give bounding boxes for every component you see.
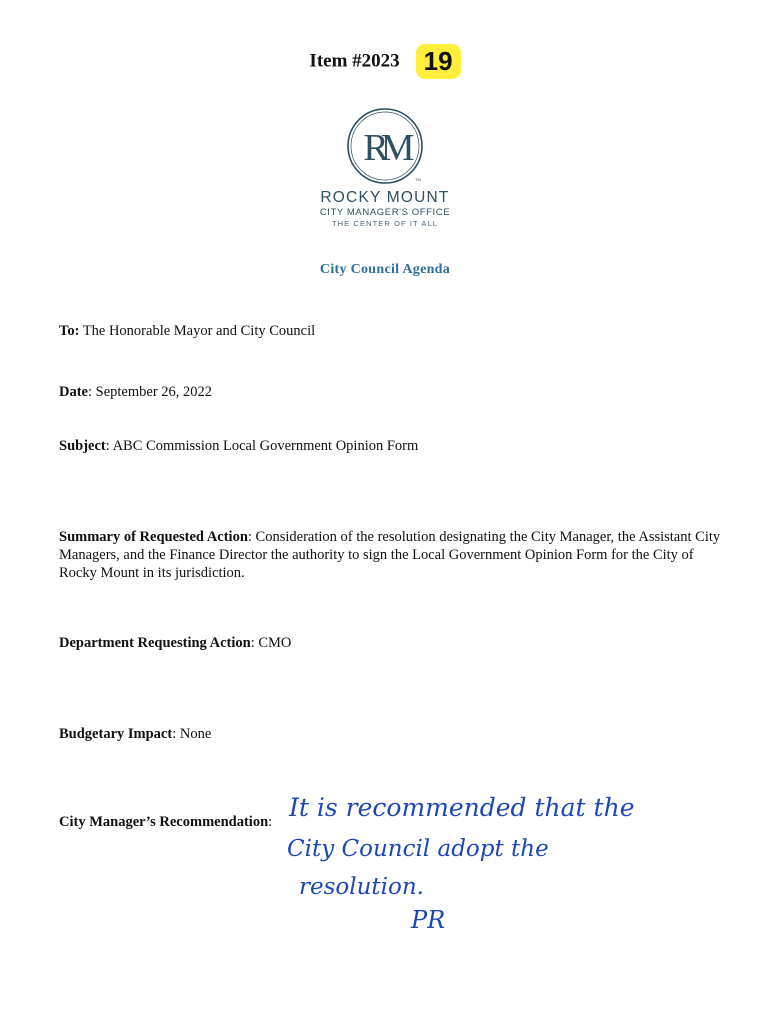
summary-label: Summary of Requested Action (59, 529, 248, 545)
agenda-title: City Council Agenda (319, 262, 451, 277)
handwritten-line: It is recommended that the (289, 793, 635, 822)
to-label: To: (59, 323, 80, 339)
summary-field (59, 528, 729, 582)
summary-value: : Consideration of the resolution designating the City Manager, the Assistant City Managers, and the Finance Director the authority to sign the Local Government Opinion Form for the City of Rocky Mount in its jurisdiction. (59, 529, 721, 581)
handwritten-initials: PR (411, 906, 446, 934)
logo-city-name: ROCKY MOUNT (320, 189, 450, 206)
to-field (59, 322, 315, 340)
recommendation-field (59, 813, 272, 831)
subject-field (59, 437, 418, 455)
handwritten-recommendation-note (283, 770, 643, 940)
budget-value: : None (172, 726, 212, 742)
budget-field (59, 725, 211, 743)
date-value: : September 26, 2022 (88, 384, 213, 400)
logo-office-name: CITY MANAGER'S OFFICE (319, 207, 451, 218)
department-label: Department Requesting Action (59, 635, 251, 651)
date-field (59, 383, 212, 401)
handwritten-line: City Council adopt the (287, 836, 549, 862)
subject-value: : ABC Commission Local Government Opinion Form (105, 438, 419, 454)
item-label: Item #2023 (309, 50, 400, 72)
date-label: Date (59, 384, 88, 400)
logo-monogram: RM (363, 127, 407, 169)
subject-label: Subject (59, 438, 106, 454)
to-value: The Honorable Mayor and City Council (79, 323, 316, 339)
budget-label: Budgetary Impact (59, 726, 173, 742)
logo-tagline: THE CENTER OF IT ALL (331, 219, 439, 228)
department-value: : CMO (250, 635, 292, 651)
department-field (59, 634, 291, 652)
item-number-badge: 19 (416, 44, 461, 79)
rocky-mount-seal-logo (345, 106, 425, 186)
recommendation-value: : (268, 814, 273, 830)
svg-text:TM: TM (415, 177, 421, 182)
recommendation-label: City Manager’s Recommendation (59, 814, 269, 830)
handwritten-line: resolution. (299, 874, 424, 900)
item-number-header (0, 44, 770, 79)
